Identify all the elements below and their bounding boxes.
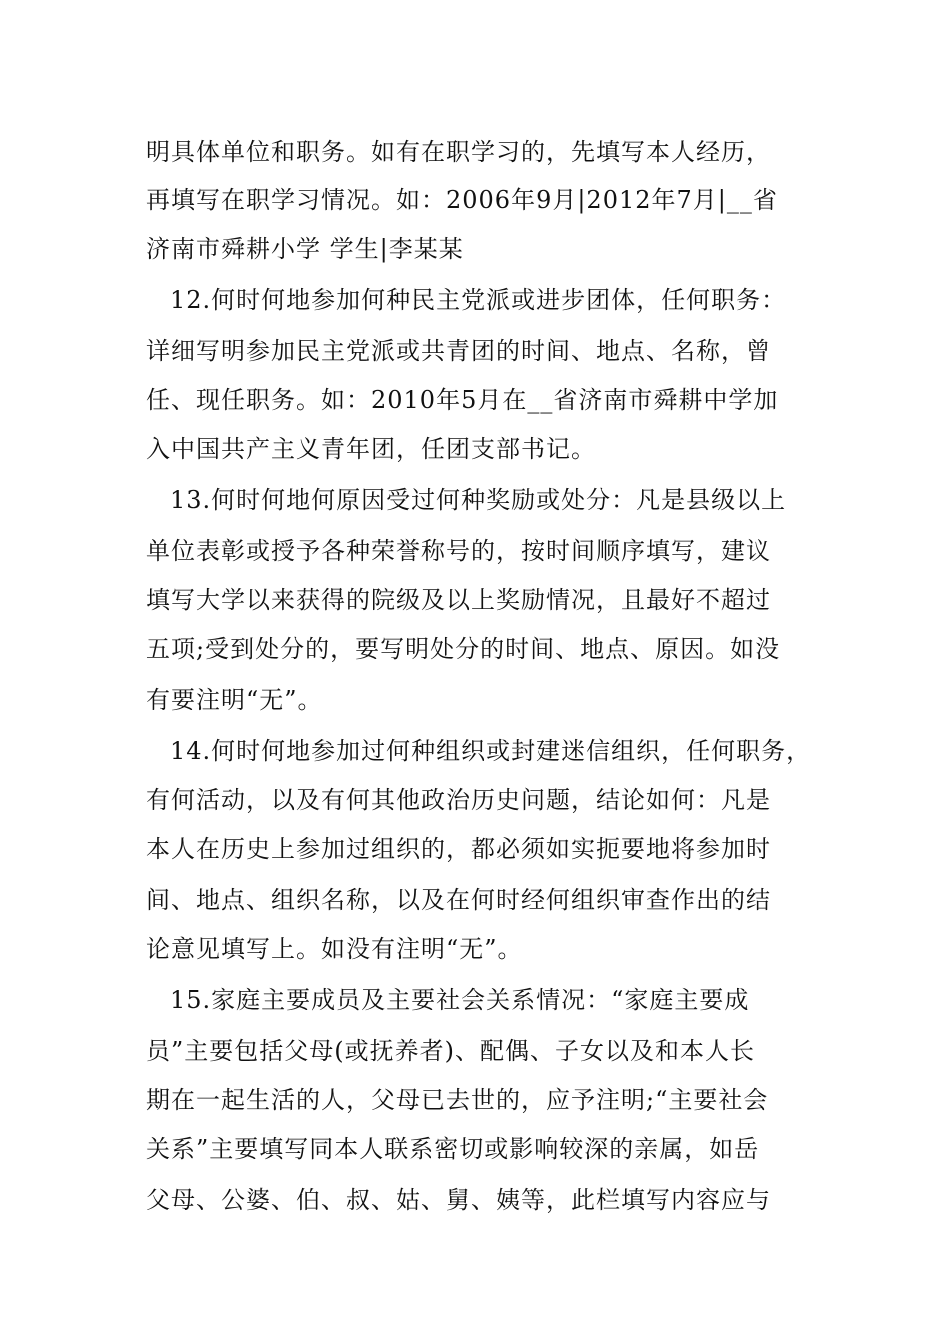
text-line: 有要注明“无”。 [146, 686, 323, 714]
text-line: 五项;受到处分的，要写明处分的时间、地点、原因。如没 [146, 635, 781, 663]
text-line: 间、地点、组织名称，以及在何时经何组织审查作出的结 [146, 886, 771, 914]
text-line: 入中国共产主义青年团，任团支部书记。 [146, 435, 596, 463]
item-15-heading: 15.家庭主要成员及主要社会关系情况：“家庭主要成 [170, 986, 750, 1014]
item-12-heading: 12.何时何地参加何种民主党派或进步团体，任何职务： [170, 286, 787, 314]
text-line: 关系”主要填写同本人联系密切或影响较深的亲属，如岳 [146, 1135, 760, 1163]
text-line: 填写大学以来获得的院级及以上奖励情况，且最好不超过 [146, 586, 771, 614]
text-line: 任、现任职务。如：2010年5月在__省济南市舜耕中学加 [146, 386, 779, 414]
text-line: 父母、公婆、伯、叔、姑、舅、姨等，此栏填写内容应与 [146, 1186, 771, 1214]
text-line: 本人在历史上参加过组织的，都必须如实扼要地将参加时 [146, 835, 771, 863]
text-line: 明具体单位和职务。如有在职学习的，先填写本人经历， [146, 138, 771, 166]
item-13-heading: 13.何时何地何原因受过何种奖励或处分：凡是县级以上 [170, 486, 787, 514]
text-line: 有何活动，以及有何其他政治历史问题，结论如何：凡是 [146, 786, 771, 814]
text-line: 期在一起生活的人，父母已去世的，应予注明;“主要社会 [146, 1086, 769, 1114]
text-line: 济南市舜耕小学 学生|李某某 [146, 235, 464, 263]
item-14-heading: 14.何时何地参加过何种组织或封建迷信组织，任何职务， [170, 737, 812, 765]
text-line: 论意见填写上。如没有注明“无”。 [146, 935, 523, 963]
text-line: 单位表彰或授予各种荣誉称号的，按时间顺序填写，建议 [146, 537, 771, 565]
text-line: 员”主要包括父母(或抚养者)、配偶、子女以及和本人长 [146, 1037, 755, 1065]
text-line: 再填写在职学习情况。如：2006年9月|2012年7月|__省 [146, 186, 778, 214]
text-line: 详细写明参加民主党派或共青团的时间、地点、名称，曾 [146, 337, 771, 365]
